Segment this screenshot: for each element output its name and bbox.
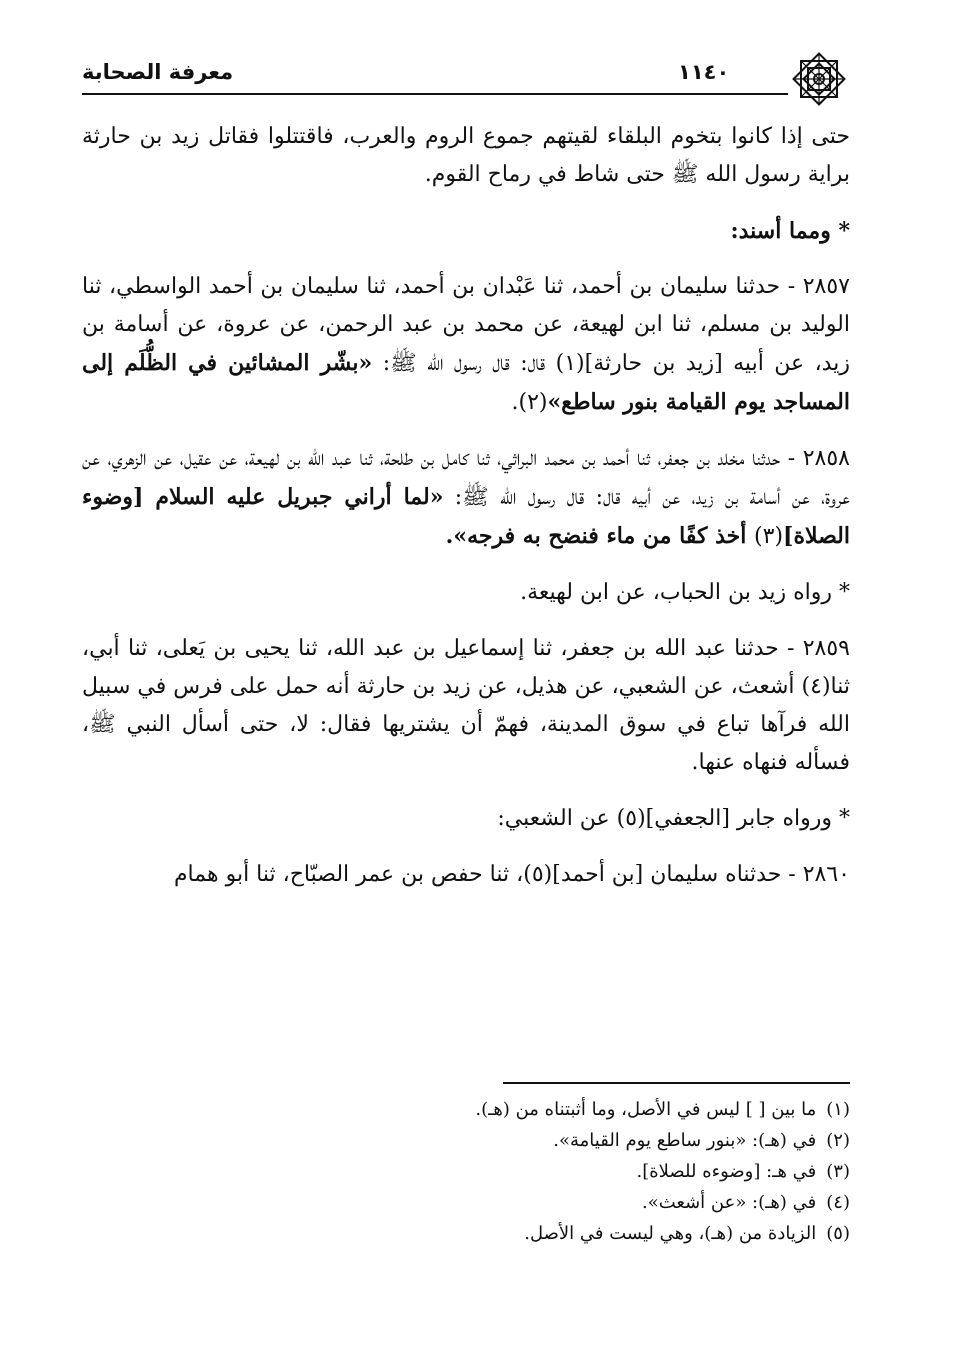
footnote-3 [82,1156,850,1187]
hadith-2858-footnote-ref: (٣) [754,524,784,549]
footnote-text: في هـ: [وضوءه للصلاة]. [636,1161,817,1182]
hadith-2857 [82,268,850,422]
footnote-rule [503,1082,850,1084]
book-title: معرفة الصحابة [82,60,234,84]
hadith-2858-matn-2: أخذ كفًا من ماء فنضح به فرجه». [445,523,755,549]
footnote-number: (٢) [826,1130,850,1151]
footnote-number: (١) [826,1099,850,1120]
footnote-number: (٤) [826,1192,850,1213]
footnote-text: الزيادة من (هـ)، وهي ليست في الأصل. [524,1223,817,1244]
hadith-2857-chain: ٢٨٥٧ - حدثنا سليمان بن أحمد، ثنا عَبْدان بن أحمد، ثنا سليمان بن أحمد الواسطي، ثنا الوليد بن مسلم، ثنا ابن لهيعة، عن محمد بن عبد الرحمن، عن عروة، عن أسامة بن زيد، عن أبيه [زيد بن حارثة](١) قال: قال رسول الله ﷺ: [82,274,850,376]
hadith-2860: ٢٨٦٠ - حدثناه سليمان [بن أحمد](٥)، ثنا حفص بن عمر الصبّاح، ثنا أبو همام [173,862,850,887]
footnote-1 [82,1094,850,1125]
hadith-2858-matn-1: «لما أراني جبريل عليه السلام [وضوء الصلاة] [82,484,850,549]
section-heading-1: * ومما أسند: [730,218,850,244]
page-header [82,48,850,106]
footnote-text: في (هـ): «بنور ساطع يوم القيامة». [553,1130,817,1151]
header-rule [82,93,788,95]
narration-note-2: * ورواه جابر [الجعفي](٥) عن الشعبي: [497,806,850,831]
hadith-2858 [82,440,850,556]
footnote-text: في (هـ): «عن أشعث». [641,1192,817,1213]
main-text [82,118,850,904]
footnote-2 [82,1125,850,1156]
page-number: ١١٤٠ [678,60,730,84]
ornament-star-icon [788,48,850,110]
hadith-2857-end: (٢). [511,390,548,415]
narration-note-1: * رواه زيد بن الحباب، عن ابن لهيعة. [520,580,850,605]
footnote-4 [82,1187,850,1218]
hadith-2858-chain: ٢٨٥٨ - حدثنا مخلد بن جعفر، ثنا أحمد بن محمد البراثي، ثنا كامل بن طلحة، ثنا عبد الله بن لهيعة، عن عقيل، عن الزهري، عن عروة، عن أسامة بن زيد، عن أبيه قال: قال رسول الله ﷺ: [82,446,850,510]
footnote-number: (٥) [826,1223,850,1244]
footnote-5 [82,1218,850,1249]
footnote-number: (٣) [826,1161,850,1182]
paragraph-1: حتى إذا كانوا بتخوم البلقاء لقيتهم جموع الروم والعرب، فاقتتلوا فقاتل زيد بن حارثة براية رسول الله ﷺ حتى شاط في رماح القوم. [82,124,850,187]
footnote-text: ما بين [ ] ليس في الأصل، وما أثبتناه من (هـ). [475,1099,817,1120]
hadith-2859: ٢٨٥٩ - حدثنا عبد الله بن جعفر، ثنا إسماعيل بن عبد الله، ثنا يحيى بن يَعلى، ثنا أبي، ثنا(٤) أشعث، عن الشعبي، عن هذيل، عن زيد بن حارثة أنه حمل على فرس في سبيل الله فرآها تباع في سوق المدينة، فهمّ أن يشتريها فقال: لا، حتى أسأل النبي ﷺ، فسأله فنهاه عنها. [82,636,850,775]
footnotes [82,1094,850,1249]
hadith-2857-matn: «بشّر المشائين في الظُّلَم إلى المساجد يوم القيامة بنور ساطع» [82,350,850,415]
